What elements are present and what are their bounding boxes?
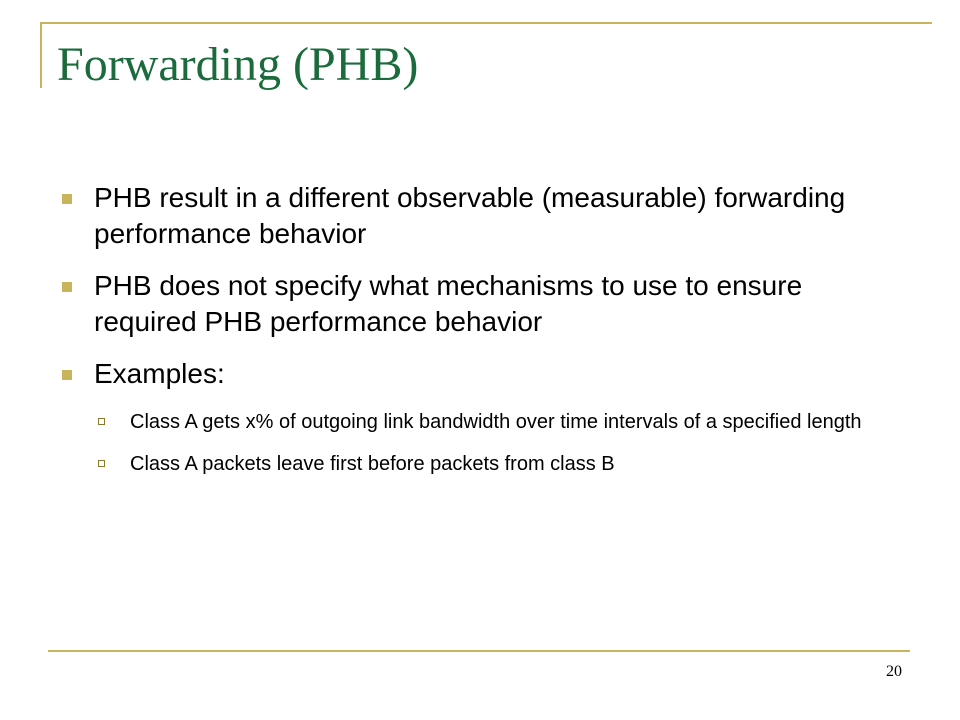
gold-square-bullet-icon — [62, 370, 72, 380]
sub-bullet-item — [98, 450, 892, 478]
bullet-text: PHB result in a different observable (measurable) forwarding performance behavior — [94, 182, 846, 249]
gold-square-bullet-icon — [62, 282, 72, 292]
gold-square-bullet-icon — [62, 194, 72, 204]
sub-bullet-text: Class A gets x% of outgoing link bandwidth over time intervals of a specified length — [130, 411, 862, 433]
bullet-item — [62, 180, 892, 252]
sub-bullet-item — [98, 408, 892, 436]
footer-divider — [48, 650, 910, 652]
bullet-item — [62, 356, 892, 392]
slide-body — [62, 180, 892, 492]
hollow-square-bullet-icon — [98, 418, 105, 425]
title-left-divider — [40, 22, 42, 88]
top-divider — [40, 22, 932, 24]
hollow-square-bullet-icon — [98, 460, 105, 467]
bullet-text: PHB does not specify what mechanisms to use to ensure required PHB performance behavior — [94, 270, 803, 337]
bullet-text: Examples: — [94, 358, 225, 389]
page-number: 20 — [886, 663, 902, 680]
examples-list — [62, 408, 892, 478]
bullet-item — [62, 268, 892, 340]
sub-bullet-text: Class A packets leave first before packets from class B — [130, 453, 615, 475]
slide-title: Forwarding (PHB) — [57, 38, 419, 91]
